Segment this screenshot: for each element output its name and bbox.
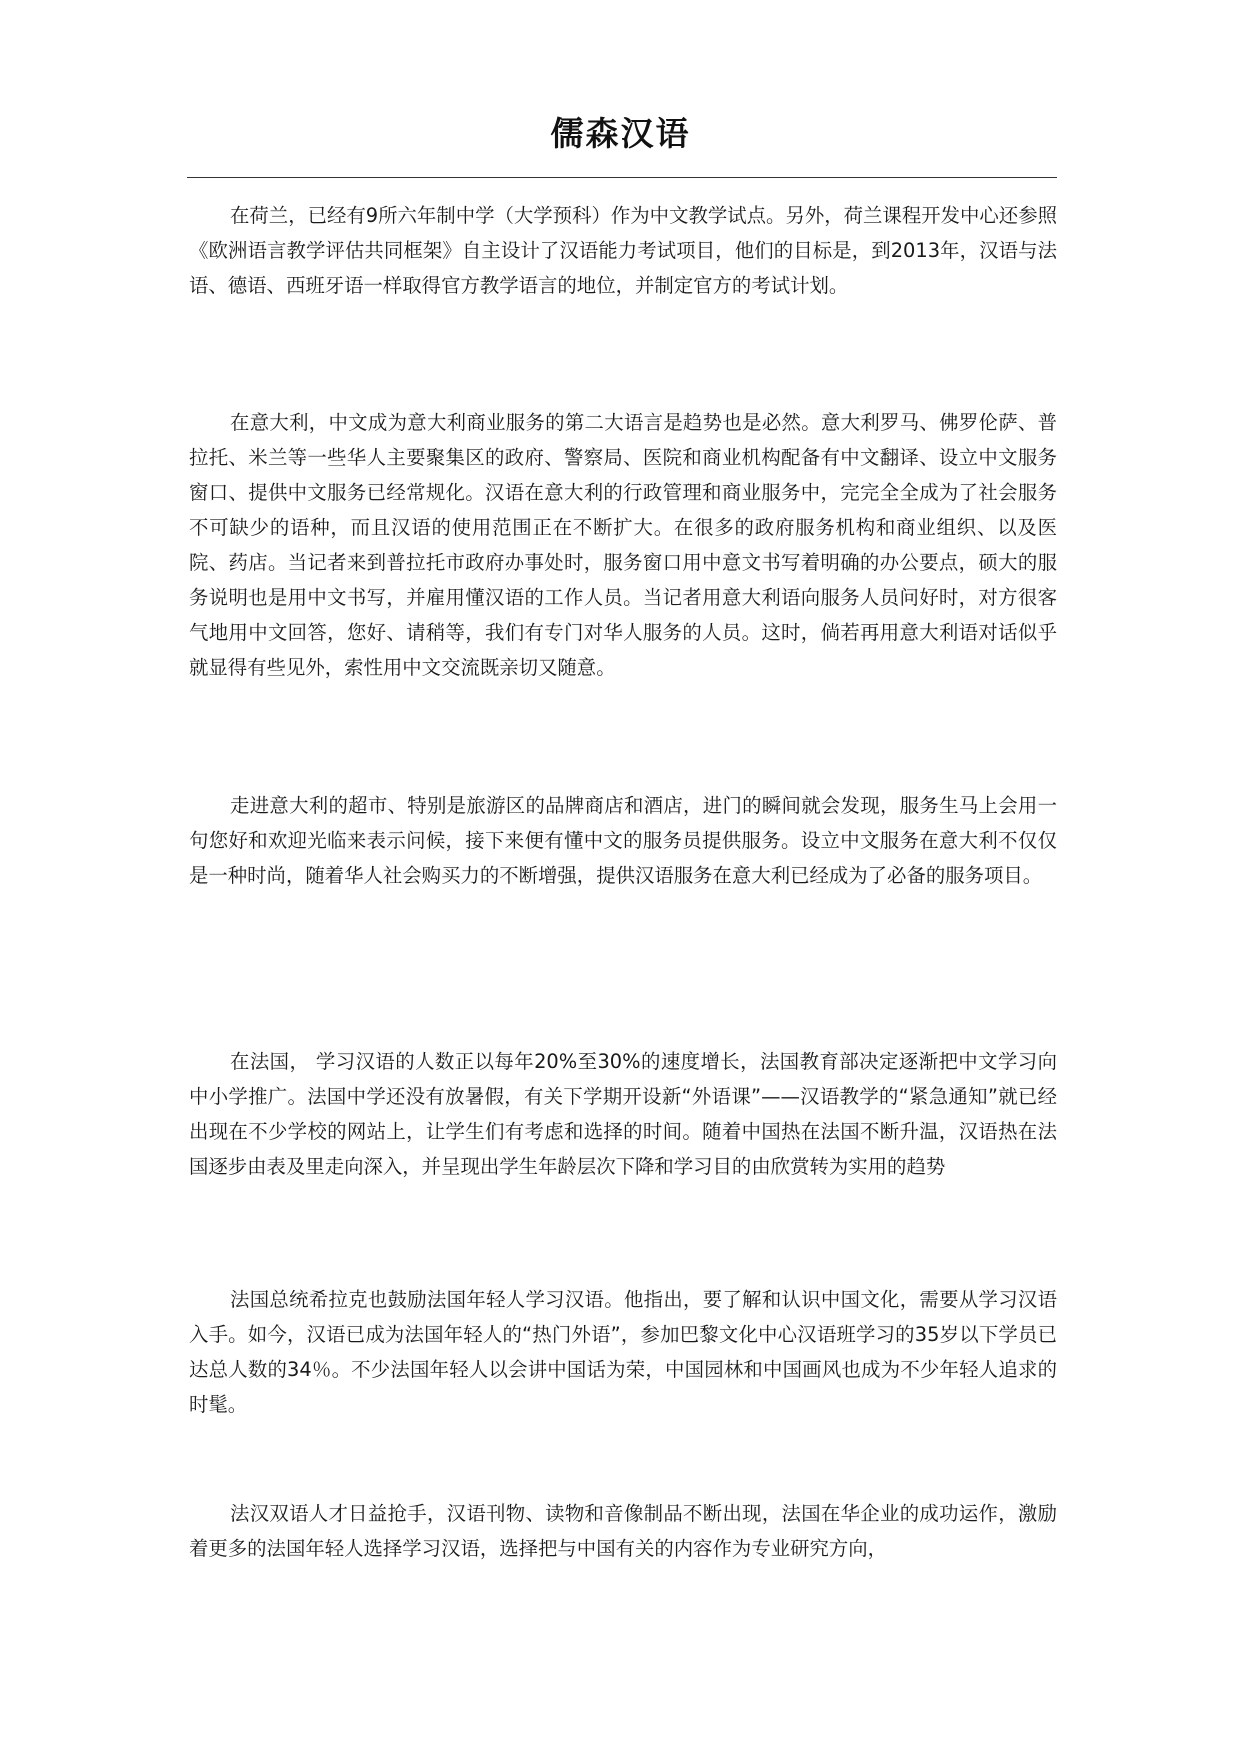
paragraph-france-talent: 法汉双语人才日益抢手，汉语刊物、读物和音像制品不断出现，法国在华企业的成功运作，激励着更多的法国年轻人选择学习汉语，选择把与中国有关的内容作为专业研究方向，: [189, 1502, 1057, 1560]
paragraph-france-president: 法国总统希拉克也鼓励法国年轻人学习汉语。他指出，要了解和认识中国文化，需要从学习汉语入手。如今，汉语已成为法国年轻人的“热门外语”，参加巴黎文化中心汉语班学习的35岁以下学员已达总人数的34％。不少法国年轻人以会讲中国话为荣，中国园林和中国画风也成为不少年轻人追求的时髦。: [189, 1288, 1057, 1416]
title-divider: [187, 177, 1057, 178]
page-title: 儒森汉语: [550, 114, 691, 154]
paragraph-italy-services: 在意大利，中文成为意大利商业服务的第二大语言是趋势也是必然。意大利罗马、佛罗伦萨、普拉托、米兰等一些华人主要聚集区的政府、警察局、医院和商业机构配备有中文翻译、设立中文服务窗口、提供中文服务已经常规化。汉语在意大利的行政管理和商业服务中，完完全全成为了社会服务不可缺少的语种，而且汉语的使用范围正在不断扩大。在很多的政府服务机构和商业组织、以及医院、药店。当记者来到普拉托市政府办事处时，服务窗口用中意文书写着明确的办公要点，硕大的服务说明也是用中文书写，并雇用懂汉语的工作人员。当记者用意大利语向服务人员问好时，对方很客气地用中文回答，您好、请稍等，我们有专门对华人服务的人员。这时，倘若再用意大利语对话似乎就显得有些见外，索性用中文交流既亲切又随意。: [189, 411, 1057, 679]
paragraph-france-growth: 在法国， 学习汉语的人数正以每年20%至30%的速度增长，法国教育部决定逐渐把中文学习向中小学推广。法国中学还没有放暑假，有关下学期开设新“外语课”——汉语教学的“紧急通知”就已经出现在不少学校的网站上，让学生们有考虑和选择的时间。随着中国热在法国不断升温，汉语热在法国逐步由表及里走向深入，并呈现出学生年龄层次下降和学习目的由欣赏转为实用的趋势: [189, 1050, 1057, 1178]
paragraph-italy-shops: 走进意大利的超市、特别是旅游区的品牌商店和酒店，进门的瞬间就会发现，服务生马上会用一句您好和欢迎光临来表示问候，接下来便有懂中文的服务员提供服务。设立中文服务在意大利不仅仅是一种时尚，随着华人社会购买力的不断增强，提供汉语服务在意大利已经成为了必备的服务项目。: [189, 794, 1057, 887]
paragraph-netherlands: 在荷兰，已经有9所六年制中学（大学预科）作为中文教学试点。另外，荷兰课程开发中心还参照《欧洲语言教学评估共同框架》自主设计了汉语能力考试项目，他们的目标是，到2013年，汉语与法语、德语、西班牙语一样取得官方教学语言的地位，并制定官方的考试计划。: [189, 204, 1057, 297]
